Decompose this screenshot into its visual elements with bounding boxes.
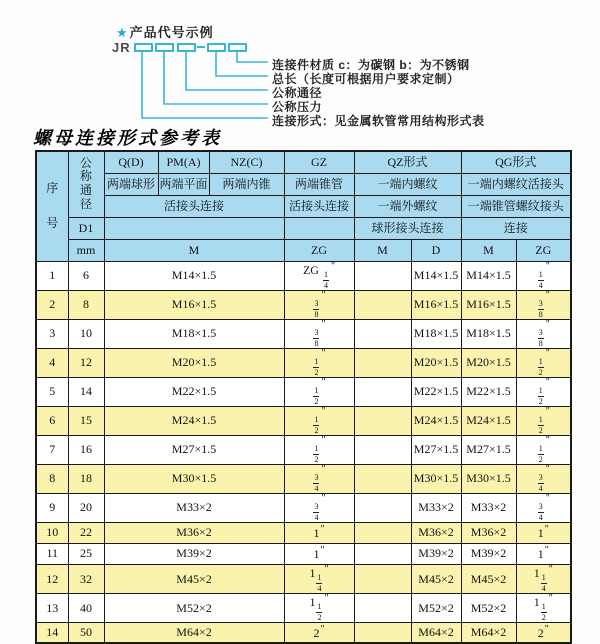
inch-mark: " xyxy=(544,524,549,536)
header-gz-desc: 两端锥管 xyxy=(284,173,354,195)
inch-mark: " xyxy=(544,545,549,557)
cell: M27×1.5 xyxy=(461,435,516,464)
cell: M33×2 xyxy=(411,493,461,522)
nut-connection-reference-table xyxy=(35,150,572,644)
cell: 20 xyxy=(68,493,104,522)
cell xyxy=(354,564,411,593)
header-row-5 xyxy=(36,239,571,261)
cell: 1 xyxy=(36,261,68,290)
inch-mark: " xyxy=(545,261,550,272)
cell xyxy=(516,319,571,348)
cell: M45×2 xyxy=(411,564,461,593)
fraction: $\frac{3}{4}$ xyxy=(538,472,543,493)
cell: 9 xyxy=(36,493,68,522)
cell xyxy=(516,435,571,464)
inch-mark: " xyxy=(545,435,550,446)
cell: 22 xyxy=(68,522,104,543)
cell xyxy=(354,377,411,406)
cell: M30×1.5 xyxy=(411,464,461,493)
header-pm-desc: 两端平面 xyxy=(158,173,209,195)
cell xyxy=(354,493,411,522)
cell: M18×1.5 xyxy=(104,319,284,348)
cell xyxy=(516,261,571,290)
header-empty-2 xyxy=(284,217,354,239)
inch-mark: " xyxy=(545,319,550,330)
inch-mark: " xyxy=(321,464,326,475)
table-row xyxy=(36,464,571,493)
inch-mark: " xyxy=(544,624,549,636)
header-col-qz: QZ形式 xyxy=(354,151,461,173)
inch-mark: " xyxy=(321,493,326,504)
cell: M64×2 xyxy=(411,622,461,643)
cell xyxy=(516,406,571,435)
inch-mark: " xyxy=(320,524,325,536)
cell: 12 xyxy=(68,348,104,377)
fraction: $\frac{1}{4}$ xyxy=(323,269,328,290)
diagram-label-length: 总长（长度可根据用户要求定制） xyxy=(272,72,460,86)
diagram-heading-text: 产品代号示例 xyxy=(129,25,214,40)
cell: 11 xyxy=(36,543,68,564)
header-unit-m2: M xyxy=(354,239,411,261)
cell xyxy=(354,319,411,348)
header-qg-desc1: 一端内螺纹活接头 xyxy=(461,173,571,195)
cell xyxy=(284,377,354,406)
header-gz-connection: 活接头连接 xyxy=(284,195,354,217)
cell xyxy=(284,406,354,435)
cell: 1 $\frac{1}{4}$ " xyxy=(516,564,571,593)
inch-mark: " xyxy=(321,406,326,417)
cell: M52×2 xyxy=(104,593,284,622)
table-row xyxy=(36,290,571,319)
cell: 1" xyxy=(284,522,354,543)
cell: M20×1.5 xyxy=(104,348,284,377)
cell xyxy=(516,348,571,377)
cell: 10 xyxy=(36,522,68,543)
cell: M33×2 xyxy=(104,493,284,522)
inch-mark: " xyxy=(320,624,325,636)
cell: M39×2 xyxy=(104,543,284,564)
header-row-3 xyxy=(36,195,571,217)
cell xyxy=(354,348,411,377)
cell: M18×1.5 xyxy=(461,319,516,348)
cell: M45×2 xyxy=(104,564,284,593)
cell xyxy=(284,435,354,464)
cell: 16 xyxy=(68,435,104,464)
fraction: $\frac{3}{8}$ xyxy=(314,298,319,319)
code-prefix: JR xyxy=(112,40,131,55)
header-qz-desc2: 一端外螺纹 xyxy=(354,195,461,217)
cell: M64×2 xyxy=(104,622,284,643)
cell: M52×2 xyxy=(411,593,461,622)
cell: 1" xyxy=(284,543,354,564)
cell: M24×1.5 xyxy=(461,406,516,435)
cell: 13 xyxy=(36,593,68,622)
inch-mark: " xyxy=(548,593,553,604)
table-row xyxy=(36,377,571,406)
inch-mark: " xyxy=(330,261,336,272)
inch-mark: " xyxy=(320,545,325,557)
cell: 2" xyxy=(516,622,571,643)
cell: 2" xyxy=(284,622,354,643)
cell: 18 xyxy=(68,464,104,493)
table-row xyxy=(36,522,571,543)
cell xyxy=(516,493,571,522)
table-header xyxy=(36,151,571,261)
cell: M30×1.5 xyxy=(104,464,284,493)
fraction: $\frac{1}{2}$ xyxy=(314,356,319,377)
cell: 50 xyxy=(68,622,104,643)
header-col-qg: QG形式 xyxy=(461,151,571,173)
cell: M24×1.5 xyxy=(104,406,284,435)
header-nominal-diameter: 公称通径 xyxy=(68,151,104,217)
header-seq: 序号 xyxy=(36,151,68,261)
header-col-nz: NZ(C) xyxy=(209,151,284,173)
cell xyxy=(354,435,411,464)
header-q-desc: 两端球形 xyxy=(104,173,158,195)
header-unit-zg1: ZG xyxy=(284,239,354,261)
cell: M20×1.5 xyxy=(411,348,461,377)
table-row xyxy=(36,406,571,435)
inch-mark: " xyxy=(545,290,550,301)
header-unit-zg2: ZG xyxy=(516,239,571,261)
inch-mark: " xyxy=(324,593,329,604)
table-row xyxy=(36,319,571,348)
header-col-q: Q(D) xyxy=(104,151,158,173)
header-nz-desc: 两端内锥 xyxy=(209,173,284,195)
table-row xyxy=(36,261,571,290)
header-d1: D1 xyxy=(68,217,104,239)
fraction: $\frac{1}{2}$ xyxy=(314,385,319,406)
cell: M14×1.5 xyxy=(104,261,284,290)
inch-mark: " xyxy=(321,377,326,388)
inch-mark: " xyxy=(545,493,550,504)
cell: 10 xyxy=(68,319,104,348)
table-title: 螺母连接形式参考表 xyxy=(33,128,222,149)
cell xyxy=(354,543,411,564)
inch-mark: " xyxy=(548,564,553,575)
header-qg-desc2: 一端锥管螺纹接头 xyxy=(461,195,571,217)
cell: ZG $\frac{1}{4}$ " xyxy=(284,261,354,290)
cell xyxy=(516,377,571,406)
cell xyxy=(516,464,571,493)
fraction: $\frac{1}{2}$ xyxy=(538,443,543,464)
diagram-label-connection: 连接形式：见金属软管常用结构形式表 xyxy=(272,114,485,128)
cell: 12 xyxy=(36,564,68,593)
cell xyxy=(354,593,411,622)
fraction: $\frac{1}{2}$ xyxy=(538,414,543,435)
inch-mark: " xyxy=(321,435,326,446)
cell xyxy=(284,290,354,319)
diagram-label-diameter: 公称通径 xyxy=(272,86,323,100)
table-row xyxy=(36,348,571,377)
fraction: $\frac{1}{4}$ xyxy=(538,269,543,290)
cell: M36×2 xyxy=(104,522,284,543)
cell: 1 $\frac{1}{2}$ " xyxy=(284,593,354,622)
cell: 1 $\frac{1}{2}$ " xyxy=(516,593,571,622)
diagram-label-pressure: 公称压力 xyxy=(272,100,323,114)
fraction: $\frac{3}{4}$ xyxy=(538,501,543,522)
cell: M18×1.5 xyxy=(411,319,461,348)
cell xyxy=(284,493,354,522)
cell: 6 xyxy=(68,261,104,290)
cell: M39×2 xyxy=(461,543,516,564)
cell xyxy=(354,261,411,290)
inch-mark: " xyxy=(321,319,326,330)
header-mm: mm xyxy=(68,239,104,261)
cell: M36×2 xyxy=(461,522,516,543)
inch-mark: " xyxy=(545,377,550,388)
fraction: $\frac{3}{4}$ xyxy=(314,472,319,493)
inch-mark: " xyxy=(321,290,326,301)
cell xyxy=(516,290,571,319)
cell: M30×1.5 xyxy=(461,464,516,493)
cell: 40 xyxy=(68,593,104,622)
cell: M16×1.5 xyxy=(104,290,284,319)
fraction: $\frac{3}{4}$ xyxy=(314,501,319,522)
cell xyxy=(354,522,411,543)
cell: 3 xyxy=(36,319,68,348)
table-row xyxy=(36,564,571,593)
cell: 14 xyxy=(68,377,104,406)
header-qg-connection: 连接 xyxy=(461,217,571,239)
header-unit-d: D xyxy=(411,239,461,261)
cell xyxy=(284,348,354,377)
header-row-2 xyxy=(36,173,571,195)
fraction: $\frac{3}{8}$ xyxy=(538,298,543,319)
header-row-1 xyxy=(36,151,571,173)
cell: 1 $\frac{1}{4}$ " xyxy=(284,564,354,593)
cell: M20×1.5 xyxy=(461,348,516,377)
table-row xyxy=(36,622,571,643)
cell: M22×1.5 xyxy=(411,377,461,406)
header-empty-1 xyxy=(104,217,284,239)
cell: M27×1.5 xyxy=(411,435,461,464)
header-union-connection: 活接头连接 xyxy=(104,195,284,217)
cell: 25 xyxy=(68,543,104,564)
cell: 14 xyxy=(36,622,68,643)
cell: M45×2 xyxy=(461,564,516,593)
cell xyxy=(284,319,354,348)
header-col-gz: GZ xyxy=(284,151,354,173)
cell: 4 xyxy=(36,348,68,377)
cell: 8 xyxy=(36,464,68,493)
header-row-4 xyxy=(36,217,571,239)
inch-mark: " xyxy=(545,464,550,475)
cell: M16×1.5 xyxy=(411,290,461,319)
cell: 8 xyxy=(68,290,104,319)
cell: M14×1.5 xyxy=(411,261,461,290)
table-row xyxy=(36,593,571,622)
cell: M33×2 xyxy=(461,493,516,522)
fraction: $\frac{1}{2}$ xyxy=(541,601,546,622)
cell: M64×2 xyxy=(461,622,516,643)
inch-mark: " xyxy=(321,348,326,359)
fraction: $\frac{3}{8}$ xyxy=(314,327,319,348)
cell: 7 xyxy=(36,435,68,464)
cell: 32 xyxy=(68,564,104,593)
cell: M22×1.5 xyxy=(104,377,284,406)
cell: M27×1.5 xyxy=(104,435,284,464)
header-qz-connection: 球形接头连接 xyxy=(354,217,461,239)
cell xyxy=(284,464,354,493)
cell: M36×2 xyxy=(411,522,461,543)
inch-mark: " xyxy=(545,406,550,417)
inch-mark: " xyxy=(545,348,550,359)
table-row xyxy=(36,493,571,522)
header-unit-m3: M xyxy=(461,239,516,261)
fraction: $\frac{1}{2}$ xyxy=(314,443,319,464)
fraction: $\frac{1}{2}$ xyxy=(317,601,322,622)
cell xyxy=(354,406,411,435)
cell: 6 xyxy=(36,406,68,435)
table-row xyxy=(36,435,571,464)
cell xyxy=(354,622,411,643)
cell: M52×2 xyxy=(461,593,516,622)
fraction: $\frac{1}{2}$ xyxy=(538,356,543,377)
fraction: $\frac{1}{2}$ xyxy=(314,414,319,435)
cell: M39×2 xyxy=(411,543,461,564)
fraction: $\frac{1}{2}$ xyxy=(538,385,543,406)
fraction: $\frac{1}{4}$ xyxy=(541,572,546,593)
fraction: $\frac{1}{4}$ xyxy=(317,572,322,593)
cell: 2 xyxy=(36,290,68,319)
table-row xyxy=(36,543,571,564)
cell: 15 xyxy=(68,406,104,435)
cell xyxy=(354,290,411,319)
header-qz-desc1: 一端内螺纹 xyxy=(354,173,461,195)
inch-mark: " xyxy=(324,564,329,575)
header-unit-m1: M xyxy=(104,239,284,261)
cell: M22×1.5 xyxy=(461,377,516,406)
header-col-pm: PM(A) xyxy=(158,151,209,173)
star-icon: ★ xyxy=(116,25,129,40)
cell: 1" xyxy=(516,522,571,543)
table-body xyxy=(36,261,571,643)
fraction: $\frac{3}{8}$ xyxy=(538,327,543,348)
diagram-label-material: 连接件材质 c：为碳钢 b：为不锈钢 xyxy=(272,58,470,72)
cell: M14×1.5 xyxy=(461,261,516,290)
cell: M24×1.5 xyxy=(411,406,461,435)
cell: 5 xyxy=(36,377,68,406)
cell: M16×1.5 xyxy=(461,290,516,319)
cell xyxy=(354,464,411,493)
cell: 1" xyxy=(516,543,571,564)
